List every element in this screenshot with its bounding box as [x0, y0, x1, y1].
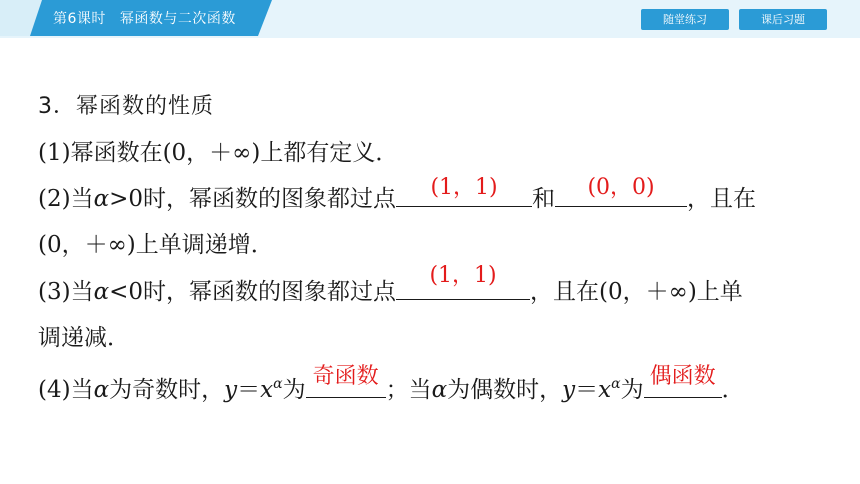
lesson-title	[53, 8, 236, 28]
property-2-cont: (0，＋∞)上单调递增．	[38, 232, 274, 258]
homework-button[interactable]: 课后习题	[739, 9, 827, 30]
y-symbol: y	[562, 377, 576, 403]
y-symbol: y	[224, 377, 238, 403]
text: ，且在	[687, 186, 757, 212]
x-symbol: x	[598, 377, 612, 403]
text: 为偶数时，	[447, 377, 563, 403]
text: (2)当	[38, 186, 94, 212]
answer-text: (0，0)	[587, 175, 655, 200]
property-1: (1)幂函数在(0，＋∞)上都有定义．	[38, 140, 399, 166]
alpha-symbol: α	[93, 186, 110, 212]
text: 为	[620, 377, 644, 403]
text: (4)当	[38, 377, 94, 403]
answer-blank	[644, 364, 722, 398]
answer-blank	[306, 364, 386, 398]
property-2	[38, 175, 757, 214]
text: ；当	[385, 377, 432, 403]
answer-blank	[555, 175, 687, 207]
x-symbol: x	[260, 377, 274, 403]
property-4	[38, 364, 745, 405]
header-bar	[0, 0, 860, 38]
text: ，且在(0，＋∞)上单	[530, 279, 743, 305]
property-3	[38, 263, 743, 307]
exponent: α	[611, 376, 621, 392]
answer-blank	[396, 263, 530, 300]
text: ＝	[237, 377, 261, 403]
property-3-cont: 调递减．	[38, 325, 130, 351]
exponent: α	[273, 376, 283, 392]
alpha-symbol: α	[93, 279, 110, 305]
text: 和	[532, 186, 556, 212]
lesson-topic: 幂函数与二次函数	[119, 11, 236, 27]
alpha-symbol: α	[431, 377, 448, 403]
text: 为	[282, 377, 306, 403]
answer-text: (1，1)	[429, 263, 497, 288]
text: (3)当	[38, 279, 94, 305]
practice-button[interactable]: 随堂练习	[641, 9, 729, 30]
text: ＝	[575, 377, 599, 403]
section-heading: 3．幂函数的性质	[38, 94, 214, 119]
text: >0时，幂函数的图象都过点	[109, 186, 397, 212]
text: ．	[721, 377, 745, 403]
alpha-symbol: α	[93, 377, 110, 403]
text: 为奇数时，	[109, 377, 225, 403]
answer-text: (1，1)	[430, 175, 498, 200]
lesson-number: 第6课时	[53, 11, 106, 27]
text: <0时，幂函数的图象都过点	[109, 279, 397, 305]
answer-text: 奇函数	[312, 364, 379, 389]
answer-text: 偶函数	[649, 364, 716, 389]
answer-blank	[396, 175, 532, 207]
